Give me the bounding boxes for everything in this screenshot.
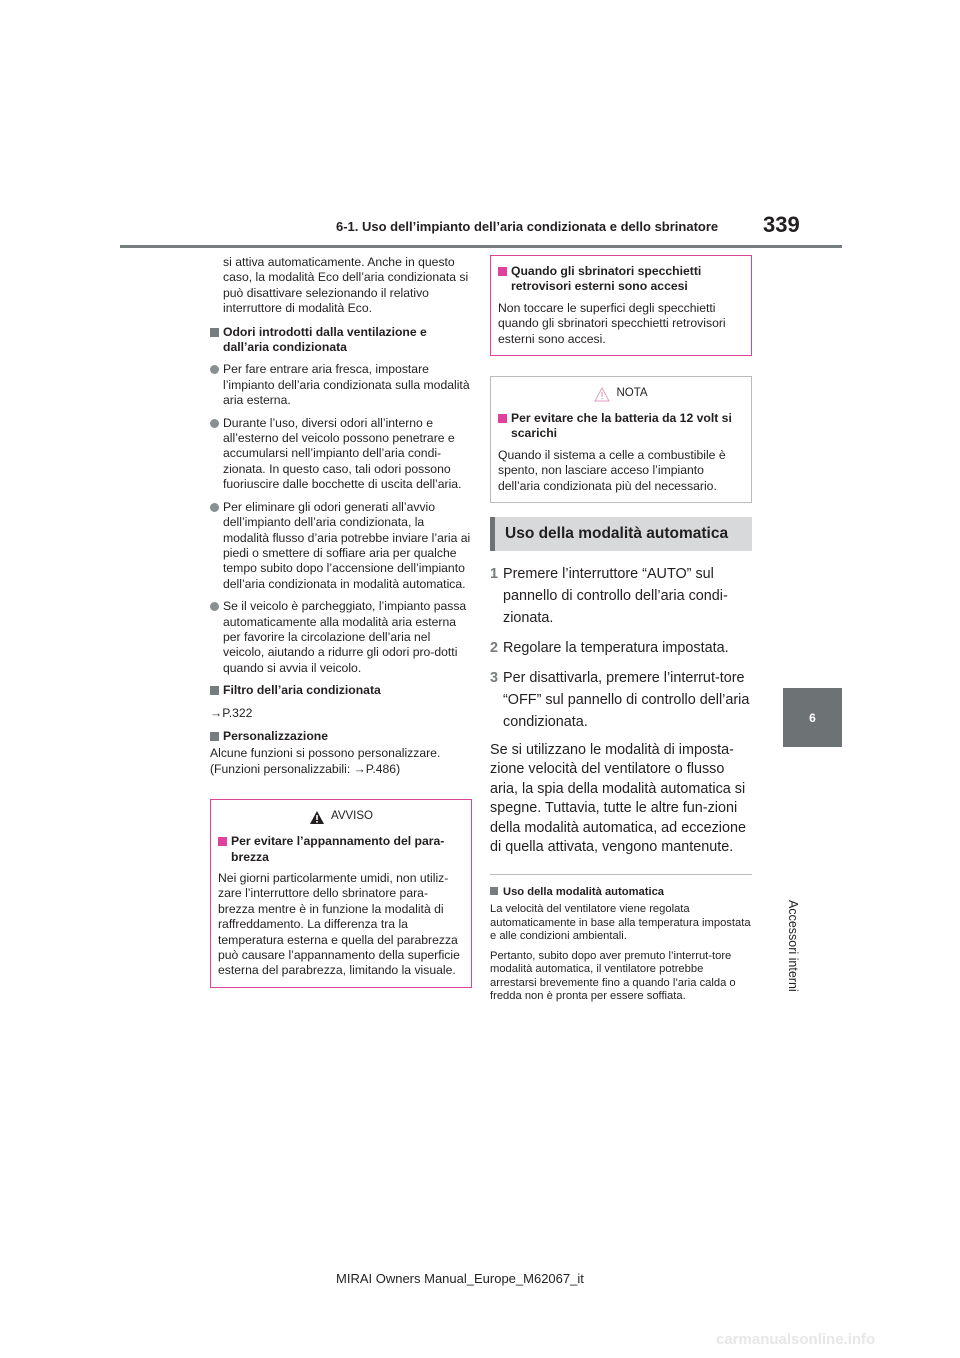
chapter-number: 6 (809, 710, 816, 725)
avviso-label: AVVISO (331, 810, 373, 823)
bullet-item: Durante l’uso, diversi odori all’interno e all’esterno del veicolo possono penetrare e accumularsi nell’impianto dell’aria condi-zionata. In questo caso, tali odori possono fuoriuscire dalle bocchette di uscita dell’aria. (210, 416, 472, 493)
personalizzazione-text: Alcune funzioni si possono personalizzare. (Funzioni personalizzabili: →P.486) (210, 746, 441, 776)
step-item (490, 667, 752, 733)
chapter-label: Accessori interni (786, 900, 800, 992)
footer-text: MIRAI Owners Manual_Europe_M62067_it (336, 1271, 584, 1286)
caution-icon (594, 387, 610, 402)
personalizzazione-heading: Personalizzazione (210, 729, 472, 744)
chapter-tab (783, 688, 842, 747)
section-heading: Uso della modalità automatica (490, 517, 752, 551)
filtro-heading: Filtro dell’aria condizionata (210, 683, 472, 698)
specchietti-subheading: Quando gli sbrinatori specchietti retrovisori esterni sono accesi (498, 264, 744, 295)
body-paragraph: Se si utilizzano le modalità di imposta-zione velocità del ventilatore o flusso aria, la spia della modalità automatica si spegne. Tuttavia, tutte le altre fun-zioni della modalità automatica, ad eccezione di quella attivata, vengono mantenute. (490, 742, 746, 856)
specchietti-text: Non toccare le superfici degli specchietti quando gli sbrinatori specchietti retrovisori esterni sono accesi. (498, 300, 726, 346)
watermark: carmanualsonline.info (716, 1331, 876, 1348)
nota-label: NOTA (616, 387, 648, 400)
step-number: 1 (490, 566, 499, 583)
nota-box (490, 376, 752, 503)
divider (490, 874, 752, 875)
intro-paragraph: si attiva automaticamente. Anche in questo caso, la modalità Eco dell’aria condizionata si può disattivare selezionando il relativo interruttore di modalità Eco. (223, 255, 469, 316)
avviso-box (210, 799, 472, 988)
specchietti-box (490, 255, 752, 356)
auto-mode-heading: Uso della modalità automatica (490, 885, 752, 900)
page-number: 339 (763, 212, 800, 237)
nota-text: Quando il sistema a celle a combustibile è spento, non lasciare acceso l’impianto dell’aria condizionata più del necessario. (498, 447, 726, 493)
step-text: Per disattivarla, premere l’interrut-tore “OFF” sul pannello di controllo dell’aria condizionata. (503, 670, 750, 731)
bullet-item: Se il veicolo è parcheggiato, l’impianto passa automaticamente alla modalità aria esterna per favorire la circolazione dell’aria nel veicolo, aiutando a ridurre gli odori pro-dotti quando si avvia il veicolo. (210, 599, 472, 676)
avviso-subheading: Per evitare l’appannamento del para-brezza (218, 834, 464, 865)
header-rule (120, 245, 842, 248)
bullet-item: Per eliminare gli odori generati all’avvio dell’impianto dell’aria condizionata, la modalità flusso d’aria potrebbe inviare l’aria ai piedi o smettere di soffiare aria per qualche tempo subito dopo l’accensione dell’impianto dell’aria condizionata in modalità automatica. (210, 500, 472, 592)
nota-title (498, 385, 744, 403)
step-number: 3 (490, 670, 499, 687)
bullet-item: Per fare entrare aria fresca, impostare l’impianto dell’aria condizionata sulla modalità aria esterna. (210, 362, 472, 408)
left-column (210, 255, 472, 988)
odori-heading: Odori introdotti dalla ventilazione e dall’aria condizionata (210, 325, 472, 356)
auto-mode-paragraph: La velocità del ventilatore viene regolata automaticamente in base alla temperatura impostata e alle condizioni ambientali. (490, 902, 751, 943)
avviso-title (218, 808, 464, 826)
step-text: Premere l’interruttore “AUTO” sul pannello di controllo dell’aria condi-zionata. (503, 566, 728, 627)
warning-icon (309, 810, 325, 825)
auto-mode-paragraph: Pertanto, subito dopo aver premuto l’interrut-tore modalità automatica, il ventilatore potrebbe arrestarsi brevemente fino a quando l’aria calda o fredda non è pronta per essere soffiata. (490, 949, 736, 1003)
filtro-page-ref[interactable]: →P.322 (210, 705, 253, 720)
right-column (490, 255, 752, 1010)
avviso-text: Nei giorni particolarmente umidi, non utiliz-zare l’interruttore dello sbrinatore para-brezza mentre è in funzione la modalità di raffreddamento. La differenza tra la temperatura esterna e quella del parabrezza può causare l’appannamento della superficie esterna del parabrezza, limitando la visuale. (218, 871, 460, 978)
step-item (490, 637, 752, 659)
running-header: 6-1. Uso dell’impianto dell’aria condizionata e dello sbrinatore (336, 219, 719, 234)
step-number: 2 (490, 640, 499, 657)
step-text: Regolare la temperatura impostata. (503, 640, 729, 657)
nota-subheading: Per evitare che la batteria da 12 volt si scarichi (498, 411, 744, 442)
step-item (490, 563, 752, 629)
